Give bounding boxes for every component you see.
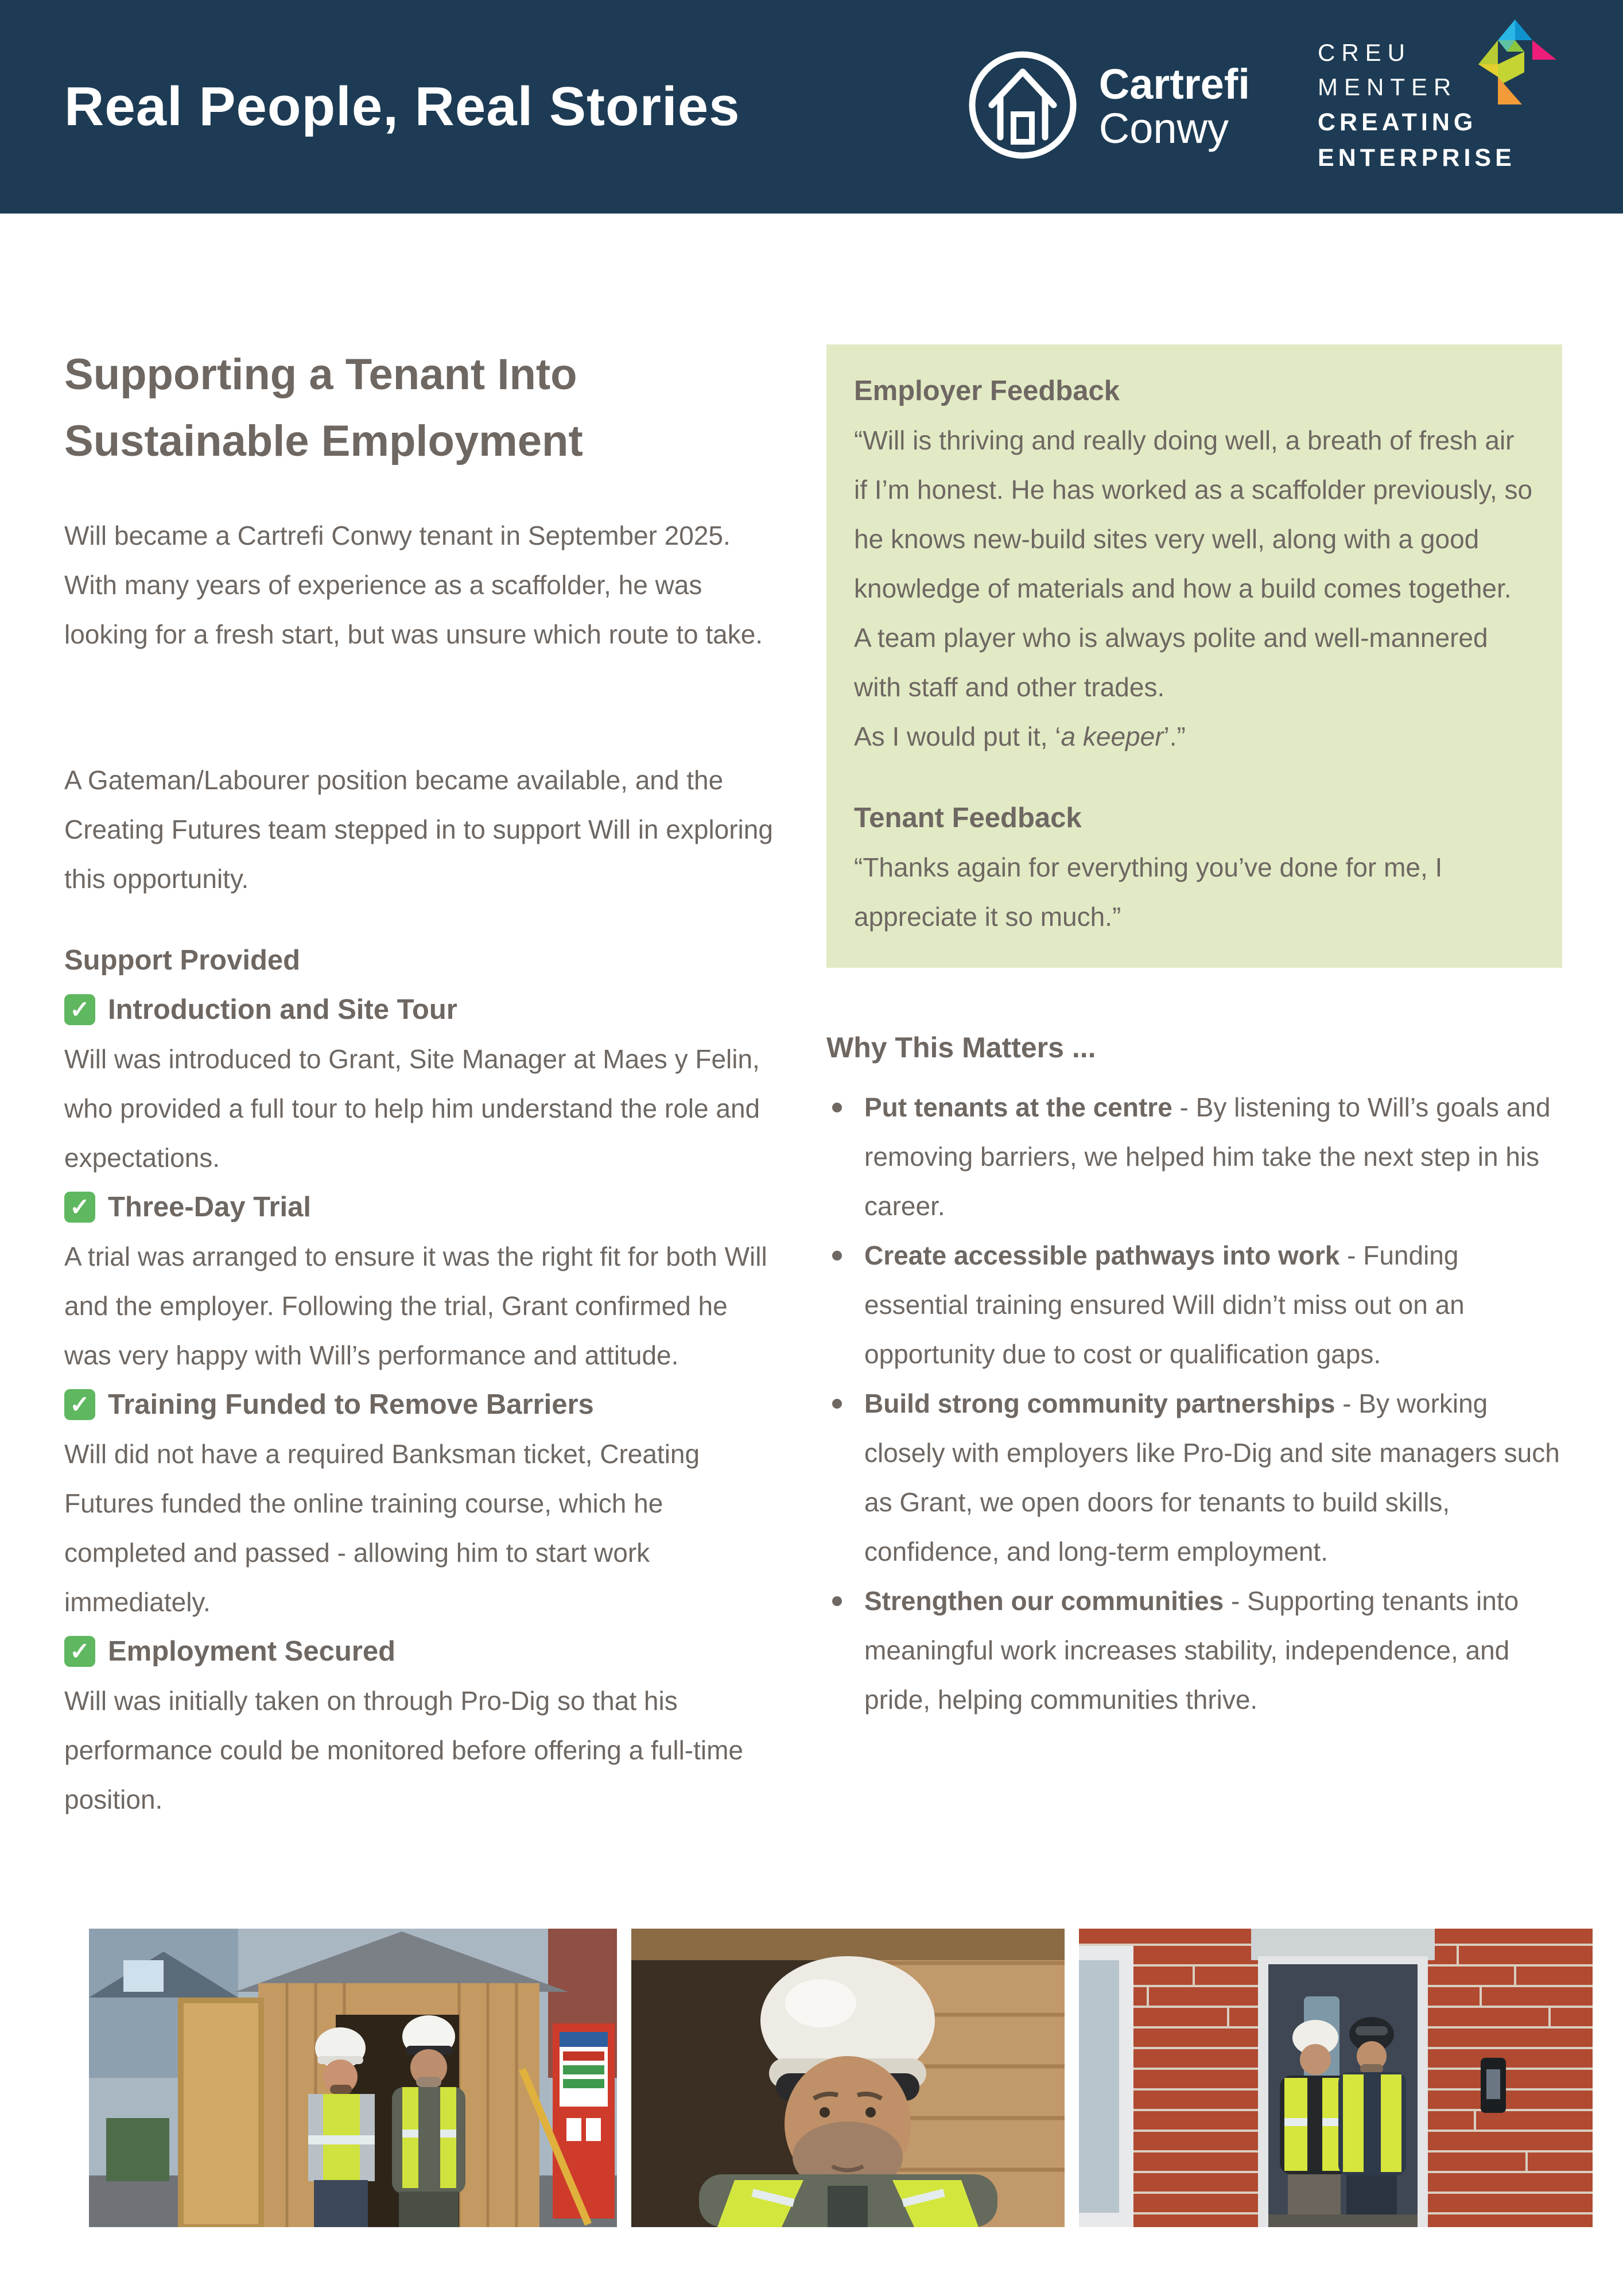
support-item-body: A trial was arranged to ensure it was the right fit for both Will and the employer. Following the trial, Grant confirmed he was very happy with Will’s performance and attitude. xyxy=(64,1242,767,1371)
employer-quote-part3 xyxy=(854,712,1535,761)
support-item-trial xyxy=(64,1182,782,1380)
logo-line-menter: MENTER xyxy=(1318,73,1458,100)
bullet-title: Create accessible pathways into work xyxy=(864,1240,1340,1270)
quote-suffix: ’.” xyxy=(1163,722,1186,751)
story-headline: Supporting a Tenant Into Sustainable Employment xyxy=(64,350,583,466)
support-item-title-text: Employment Secured xyxy=(108,1636,396,1667)
check-icon: ✓ xyxy=(64,994,95,1025)
support-item-title xyxy=(64,985,782,1034)
support-item-title-text: Introduction and Site Tour xyxy=(108,994,457,1026)
support-provided-heading: Support Provided xyxy=(64,945,301,976)
bullet-tenants-at-centre xyxy=(826,1083,1562,1231)
logo-line-creu: CREU xyxy=(1318,39,1412,66)
cartrefi-logo-text xyxy=(1098,60,1250,152)
support-item-training xyxy=(64,1380,782,1627)
quote-italic: a keeper xyxy=(1061,722,1164,751)
support-item-body: Will did not have a required Banksman ticket, Creating Futures funded the online training course, which he completed and passed - allowing him to start work immediately. xyxy=(64,1439,700,1618)
logo-line-enterprise: ENTERPRISE xyxy=(1318,144,1516,172)
intro-paragraph-1: Will became a Cartrefi Conwy tenant in September 2025. With many years of experience as a scaffolder, he was looking for a fresh start, but was unsure which route to take. xyxy=(64,521,763,650)
support-item-introduction xyxy=(64,985,782,1182)
employer-quote-part2: A team player who is always polite and well-mannered with staff and other trades. xyxy=(854,623,1488,702)
cartrefi-logo-line1: Cartrefi xyxy=(1098,60,1250,108)
support-item-title-text: Three-Day Trial xyxy=(108,1192,312,1223)
creating-enterprise-logo xyxy=(1318,21,1559,193)
why-this-matters-heading: Why This Matters ... xyxy=(826,1031,1096,1064)
employer-quote-part1: “Will is thriving and really doing well, a breath of fresh air if I’m honest. He has worked as a scaffolder previously, so he knows new-build sites very well, along with a good knowledge of materials and how a build comes together. xyxy=(854,425,1533,603)
support-item-title xyxy=(64,1627,782,1676)
photo-strip xyxy=(89,1929,1593,2227)
cartrefi-logo-line2: Conwy xyxy=(1098,104,1229,152)
page-header xyxy=(0,0,1623,214)
support-item-title xyxy=(64,1380,782,1429)
tenant-feedback-heading: Tenant Feedback xyxy=(854,802,1082,833)
support-item-title xyxy=(64,1182,782,1232)
support-item-body: Will was introduced to Grant, Site Manager at Maes y Felin, who provided a full tour to help him understand the role and expectations. xyxy=(64,1044,760,1173)
photo-two-workers-at-new-build-front-door xyxy=(1079,1929,1593,2227)
feedback-box xyxy=(826,344,1562,968)
page-title: Real People, Real Stories xyxy=(64,76,740,137)
check-icon: ✓ xyxy=(64,1389,95,1420)
support-item-employment xyxy=(64,1627,782,1824)
photo-worker-portrait-white-hard-hat xyxy=(631,1929,1065,2227)
logo-line-creating: CREATING xyxy=(1318,108,1477,136)
intro-paragraph-2: A Gateman/Labourer position became available, and the Creating Futures team stepped in to support Will in exploring this opportunity. xyxy=(64,765,773,894)
bullet-text: - By working closely with employers like Pro-Dig and site managers such as Grant, we open doors for tenants to build skills, confidence, and long-term employment. xyxy=(864,1389,1560,1566)
house-in-circle-icon xyxy=(964,46,1082,167)
bullet-text: - Funding essential training ensured Will didn’t miss out on an opportunity due to cost or qualification gaps. xyxy=(864,1240,1465,1369)
tenant-quote: “Thanks again for everything you’ve done for me, I appreciate it so much.” xyxy=(854,852,1443,932)
bullet-title: Strengthen our communities xyxy=(864,1586,1224,1616)
bullet-strengthen-communities xyxy=(826,1576,1562,1724)
quote-prefix: As I would put it, ‘ xyxy=(854,722,1061,751)
bullet-title: Put tenants at the centre xyxy=(864,1092,1172,1122)
check-icon: ✓ xyxy=(64,1192,95,1223)
colorful-arrow-icon xyxy=(1469,17,1561,118)
cartrefi-conwy-logo xyxy=(964,46,1250,167)
support-item-title-text: Training Funded to Remove Barriers xyxy=(108,1389,594,1421)
bullet-title: Build strong community partnerships xyxy=(864,1389,1335,1418)
bullet-community-partnerships xyxy=(826,1379,1562,1576)
feedback-column xyxy=(826,344,1562,1724)
photo-two-workers-at-site-welfare-hut xyxy=(89,1929,617,2227)
bullet-accessible-pathways xyxy=(826,1231,1562,1379)
header-logos xyxy=(964,21,1559,193)
why-this-matters-list xyxy=(826,1083,1562,1724)
employer-feedback-heading: Employer Feedback xyxy=(854,375,1120,406)
support-item-body: Will was initially taken on through Pro-Dig so that his performance could be monitored before offering a full-time position. xyxy=(64,1686,744,1815)
bullet-text: - By listening to Will’s goals and removing barriers, we helped him take the next step in his career. xyxy=(864,1092,1551,1221)
check-icon: ✓ xyxy=(64,1636,95,1667)
story-column xyxy=(64,342,782,1824)
bullet-text: - Supporting tenants into meaningful work increases stability, independence, and pride, helping communities thrive. xyxy=(864,1586,1519,1715)
